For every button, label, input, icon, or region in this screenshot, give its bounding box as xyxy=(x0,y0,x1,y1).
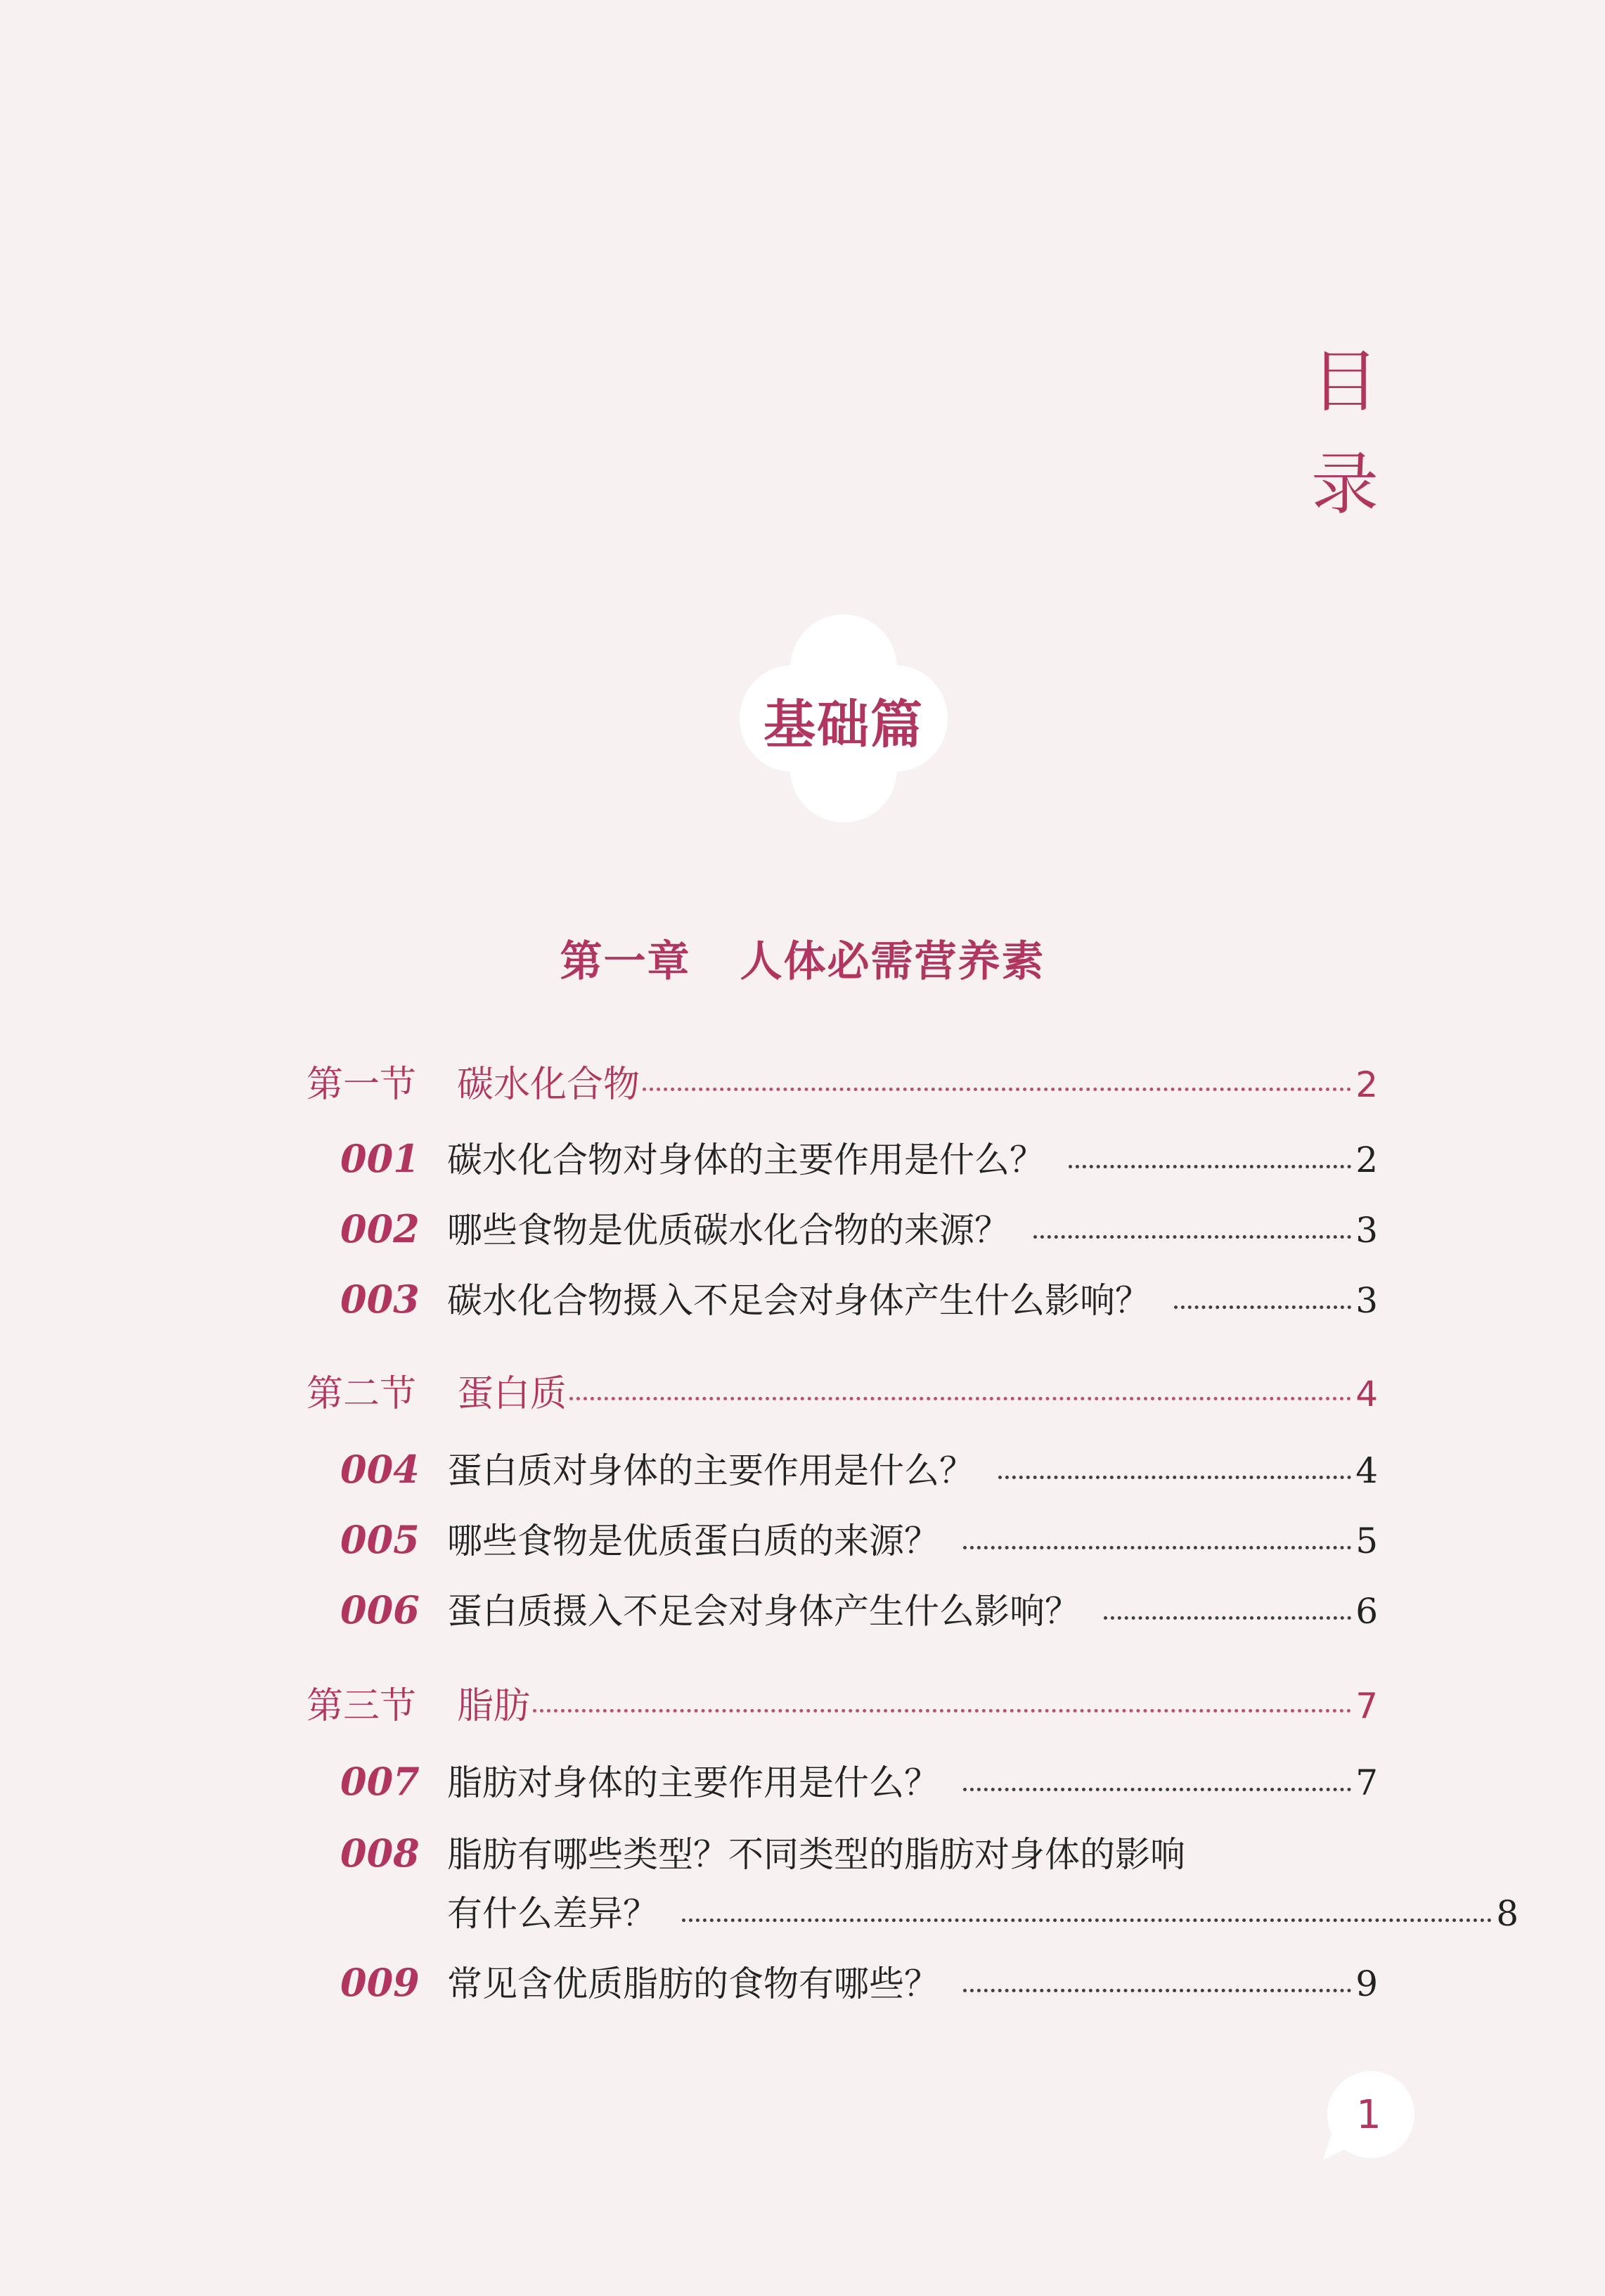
item-title: 蛋白质摄入不足会对身体产生什么影响？ xyxy=(447,1591,1080,1632)
page-number: 1 xyxy=(1356,2092,1381,2138)
section-page: 2 xyxy=(1355,1064,1378,1105)
toc-heading-char-1: 目 xyxy=(1311,342,1379,421)
section-page: 7 xyxy=(1355,1686,1378,1727)
item-title: 碳水化合物摄入不足会对身体产生什么影响？ xyxy=(447,1280,1150,1321)
leader-dots xyxy=(1033,1235,1351,1239)
section-page: 4 xyxy=(1355,1374,1378,1414)
chapter-number: 第一章 xyxy=(560,937,691,986)
item-title: 哪些食物是优质碳水化合物的来源？ xyxy=(447,1210,1010,1251)
chapter-heading xyxy=(0,928,1605,988)
item-page: 5 xyxy=(1355,1521,1378,1561)
toc-section[interactable] xyxy=(307,1364,1378,1413)
item-number: 001 xyxy=(340,1136,420,1181)
item-number: 002 xyxy=(340,1206,420,1251)
toc-item[interactable] xyxy=(307,1272,1378,1322)
toc-heading-char-2: 录 xyxy=(1311,445,1379,524)
toc-item[interactable] xyxy=(307,1202,1378,1251)
toc-item[interactable] xyxy=(307,1443,1378,1492)
section-title: 脂肪 xyxy=(457,1685,531,1727)
item-title: 哪些食物是优质蛋白质的来源？ xyxy=(447,1521,939,1561)
leader-dots xyxy=(1069,1165,1351,1168)
item-page: 7 xyxy=(1355,1762,1378,1803)
section-title: 碳水化合物 xyxy=(457,1064,640,1106)
toc-section[interactable] xyxy=(307,1055,1378,1104)
item-page: 2 xyxy=(1355,1140,1378,1180)
item-page: 4 xyxy=(1355,1450,1378,1491)
item-number: 008 xyxy=(340,1831,420,1876)
leader-dots xyxy=(682,1918,1492,1922)
leader-dots xyxy=(1104,1616,1351,1620)
item-title: 蛋白质对身体的主要作用是什么？ xyxy=(447,1450,974,1491)
part-badge xyxy=(738,613,949,824)
item-title-continuation: 有什么差异？ xyxy=(447,1893,658,1934)
item-page: 3 xyxy=(1355,1280,1378,1321)
section-number: 第二节 xyxy=(307,1373,417,1415)
item-number: 009 xyxy=(340,1960,420,2005)
toc-item-continuation[interactable] xyxy=(307,1885,1519,1935)
item-number: 005 xyxy=(340,1517,420,1562)
toc-section[interactable] xyxy=(307,1676,1378,1725)
item-number: 007 xyxy=(340,1759,420,1804)
leader-dots xyxy=(963,1788,1351,1791)
toc-item[interactable] xyxy=(307,1132,1378,1181)
toc-item[interactable] xyxy=(307,1583,1378,1632)
item-number: 003 xyxy=(340,1277,420,1322)
part-label: 基础篇 xyxy=(763,695,924,755)
item-number: 004 xyxy=(340,1447,420,1492)
leader-dots xyxy=(963,1546,1351,1549)
chapter-title: 人体必需营养素 xyxy=(740,937,1045,986)
toc-item[interactable] xyxy=(307,1513,1378,1562)
section-number: 第三节 xyxy=(307,1685,417,1727)
toc-item[interactable] xyxy=(307,1826,1378,1876)
section-title: 蛋白质 xyxy=(457,1373,567,1415)
section-number: 第一节 xyxy=(307,1064,417,1106)
toc-heading xyxy=(1311,330,1379,536)
leader-dots xyxy=(569,1397,1351,1400)
item-page: 3 xyxy=(1355,1210,1378,1251)
item-page: 8 xyxy=(1496,1893,1519,1934)
leader-dots xyxy=(533,1709,1351,1713)
toc-item[interactable] xyxy=(307,1755,1378,1804)
leader-dots xyxy=(998,1476,1351,1479)
item-page: 9 xyxy=(1355,1963,1378,2004)
item-page: 6 xyxy=(1355,1591,1378,1632)
toc-item[interactable] xyxy=(307,1956,1378,2005)
leader-dots xyxy=(963,1989,1351,1992)
page-number-badge xyxy=(1322,2070,1416,2164)
item-title: 常见含优质脂肪的食物有哪些？ xyxy=(447,1963,939,2004)
item-title: 脂肪对身体的主要作用是什么？ xyxy=(447,1762,939,1803)
item-number: 006 xyxy=(340,1587,420,1632)
leader-dots xyxy=(1174,1305,1351,1309)
item-title: 碳水化合物对身体的主要作用是什么？ xyxy=(447,1140,1045,1180)
leader-dots xyxy=(643,1088,1351,1091)
item-title: 脂肪有哪些类型？不同类型的脂肪对身体的影响 xyxy=(447,1834,1185,1875)
